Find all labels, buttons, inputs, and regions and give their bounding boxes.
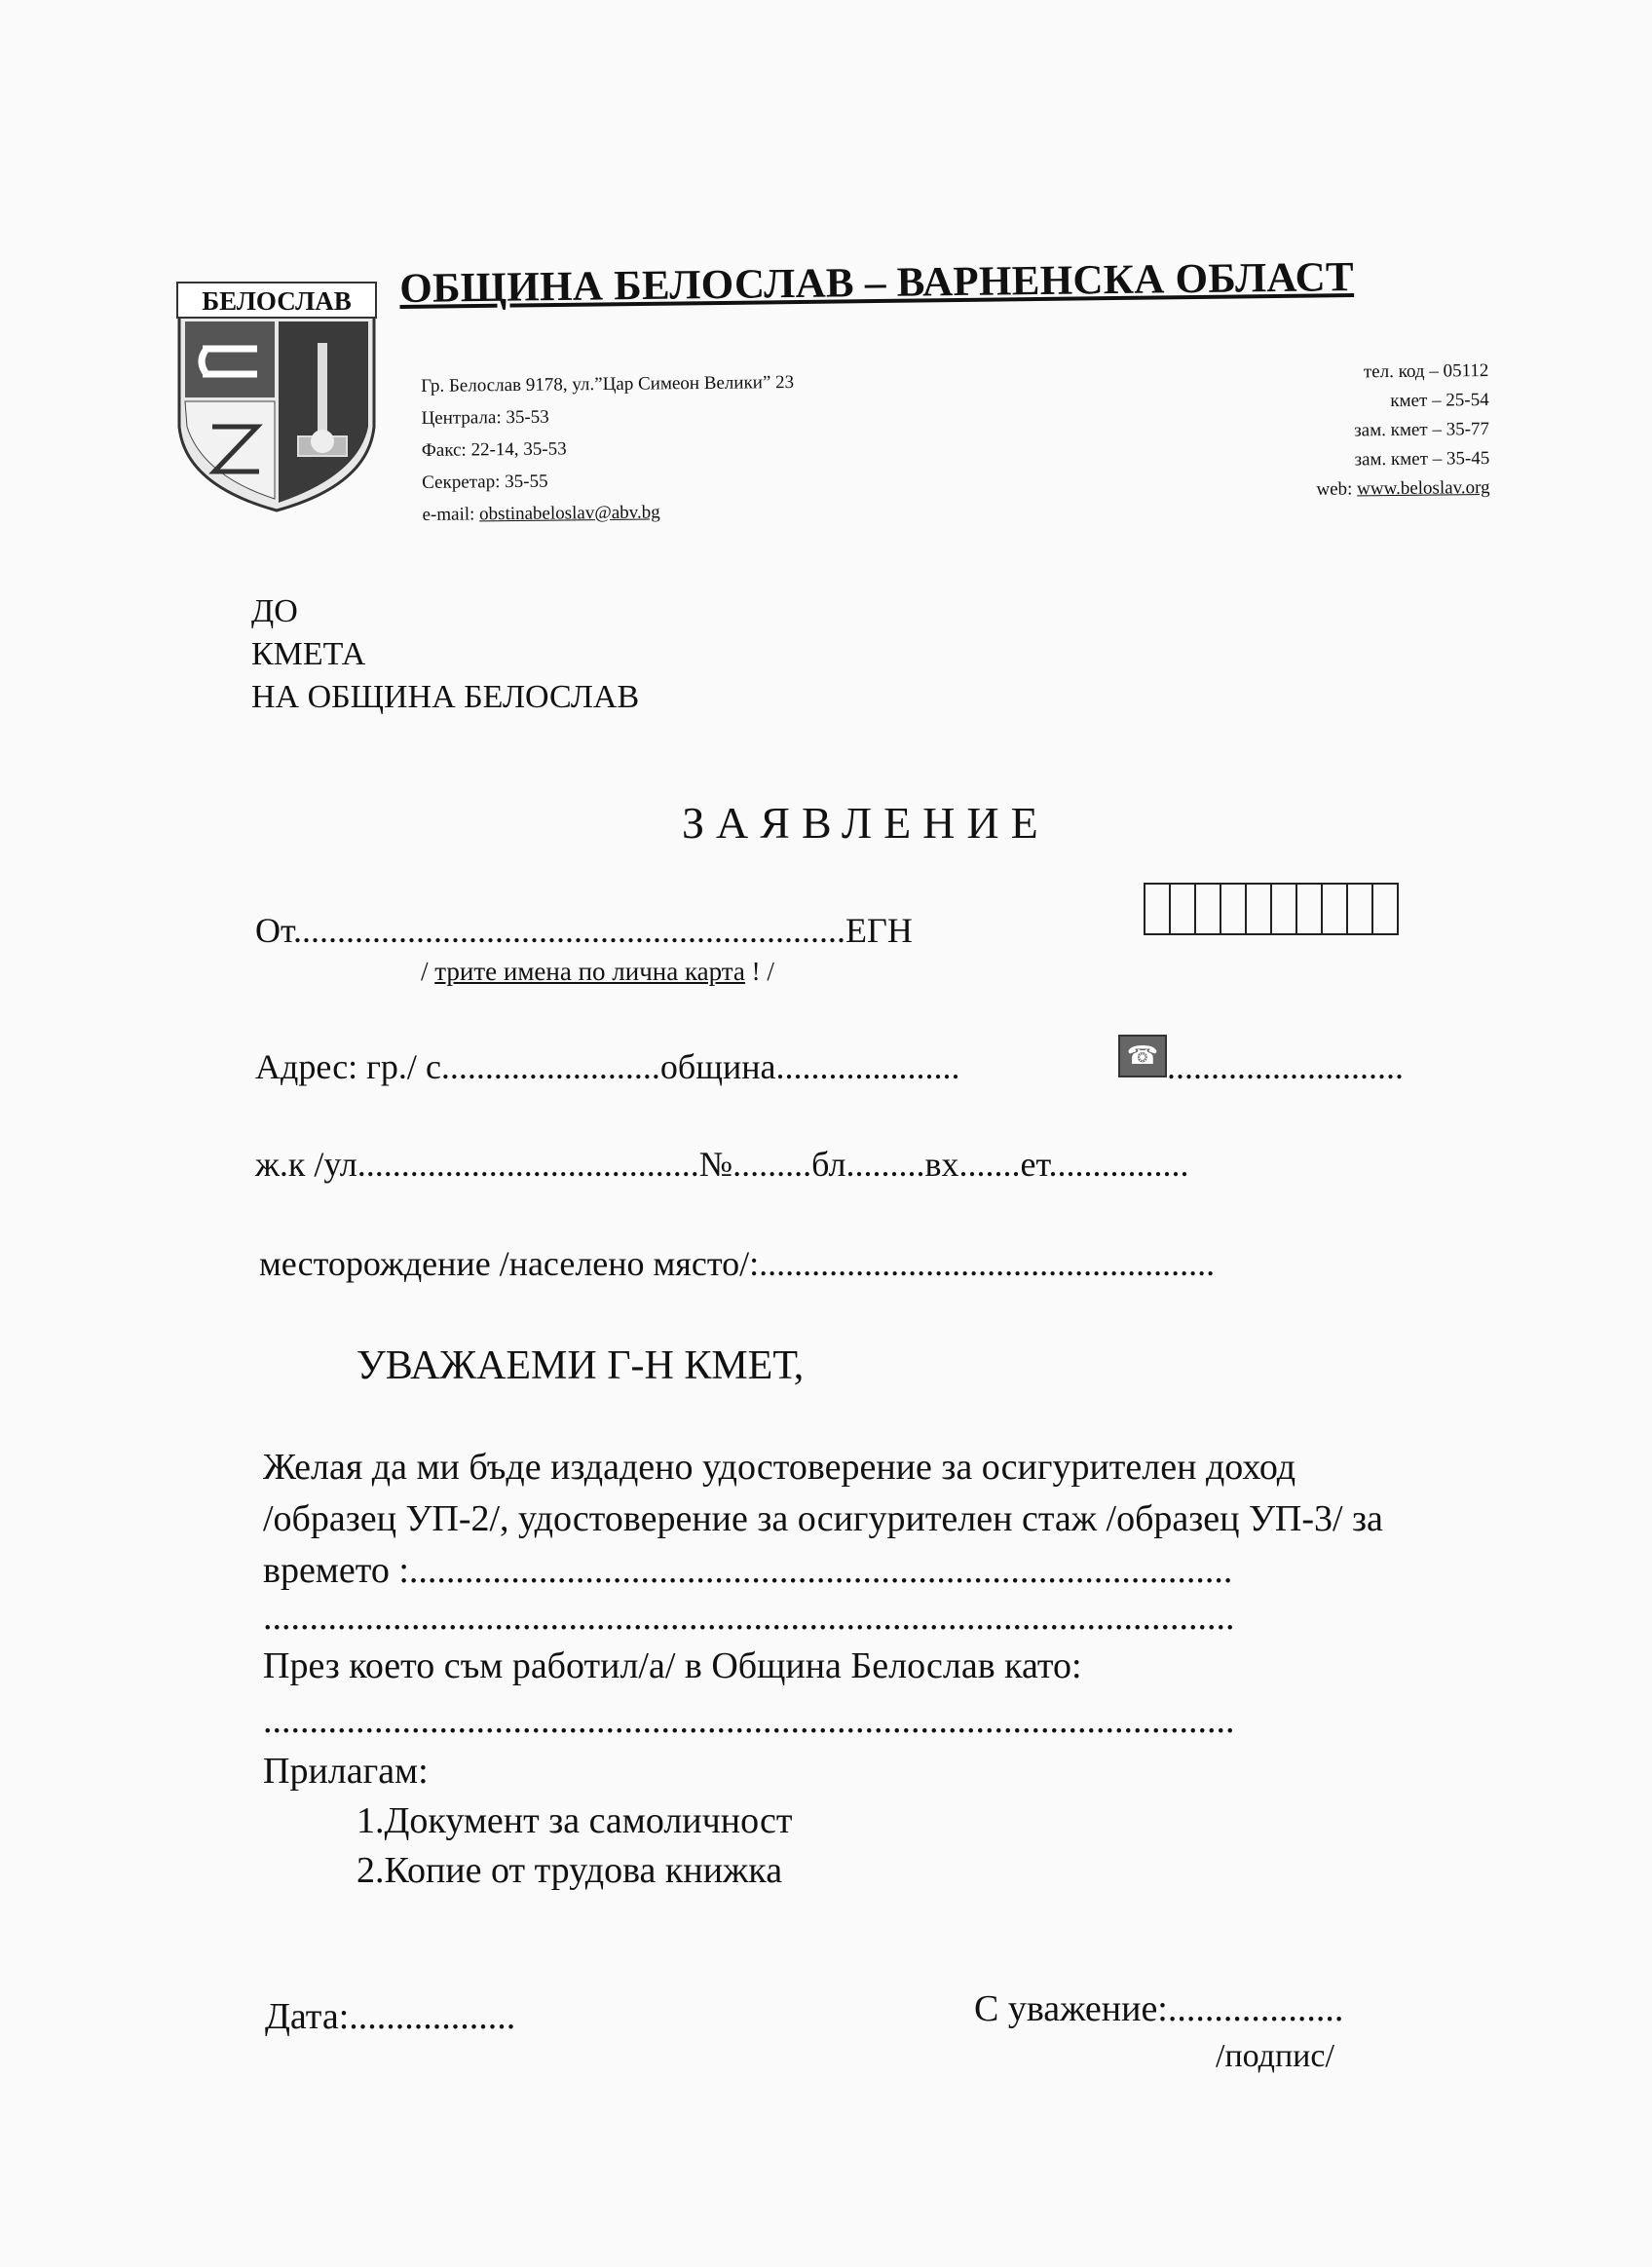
phone-code: тел. код – 05112 <box>1363 359 1489 383</box>
attachment-item: 2.Копие от трудова книжка <box>357 1850 783 1891</box>
web-label: web: <box>1316 478 1358 500</box>
period-field-cont[interactable]: ......................................................................................................... <box>263 1597 1235 1638</box>
address-line: Гр. Белослав 9178, ул.”Цар Симеон Велики” 23 <box>421 371 795 397</box>
addressee-block <box>251 590 639 719</box>
web-line <box>1316 473 1489 505</box>
web-link[interactable]: www.beloslav.org <box>1356 476 1490 500</box>
addressee-line: НА ОБЩИНА БЕЛОСЛАВ <box>251 679 640 715</box>
date-field[interactable]: Дата:.................. <box>265 1996 516 2037</box>
deputy-mayor-phone-2: зам. кмет – 35-45 <box>1354 447 1490 471</box>
hint-text: трите имена по лична карта <box>434 957 745 986</box>
birthplace-field[interactable]: месторождение /населено място/:.................................................... <box>259 1244 1216 1283</box>
egn-boxes[interactable] <box>1144 883 1399 935</box>
signature-field[interactable]: С уважение:................... <box>974 1988 1344 2029</box>
email-label: e-mail: <box>422 504 480 525</box>
secretary-phone: Секретар: 35-55 <box>422 471 548 493</box>
fax: Факс: 22-14, 35-53 <box>421 438 567 461</box>
email-line <box>422 495 795 531</box>
mayor-phone: кмет – 25-54 <box>1390 389 1489 412</box>
document-title: ЗАЯВЛЕНИЕ <box>682 798 1050 848</box>
municipality-title: ОБЩИНА БЕЛОСЛАВ – ВАРНЕНСКА ОБЛАСТ <box>399 254 1355 312</box>
names-hint <box>421 957 774 987</box>
emblem-text: БЕЛОСЛАВ <box>202 286 352 316</box>
hint-close: ! / <box>744 957 774 986</box>
addressee-line: ДО <box>251 593 298 629</box>
deputy-mayor-phone-1: зам. кмет – 35-77 <box>1353 418 1489 441</box>
address-block <box>421 366 796 531</box>
body-line: През което съм работил/а/ в Община Белослав като: <box>263 1645 1082 1686</box>
municipality-emblem <box>173 281 380 512</box>
from-field[interactable]: От...............................................................ЕГН <box>255 911 913 950</box>
attach-label: Прилагам: <box>263 1751 429 1792</box>
salutation: УВАЖАЕМИ Г-Н КМЕТ, <box>357 1343 805 1388</box>
phone-icon: ☎ <box>1118 1035 1167 1077</box>
signature-hint: /подпис/ <box>1216 2038 1334 2074</box>
body-line: /образец УП-2/, удостоверение за осигурителен стаж /образец УП-3/ за <box>263 1498 1383 1539</box>
position-field[interactable]: ......................................................................................................... <box>263 1700 1235 1741</box>
central-phone: Централа: 35-53 <box>421 406 549 429</box>
address-field[interactable]: Адрес: гр./ с.........................община..................... <box>255 1047 960 1086</box>
hint-open: / <box>421 957 435 986</box>
contacts-block <box>1315 357 1490 505</box>
period-field[interactable]: времето :......................................................................................... <box>263 1550 1233 1591</box>
email-link[interactable]: obstinabeloslav@abv.bg <box>479 502 660 525</box>
attachment-item: 1.Документ за самоличност <box>357 1800 793 1841</box>
body-line: Желая да ми бъде издадено удостоверение за осигурителен доход <box>263 1447 1296 1488</box>
street-field[interactable]: ж.к /ул.......................................№.........бл.........вх.......ет................ <box>255 1145 1189 1184</box>
addressee-line: КМЕТА <box>251 636 366 672</box>
phone-field[interactable]: ........................... <box>1167 1047 1404 1086</box>
